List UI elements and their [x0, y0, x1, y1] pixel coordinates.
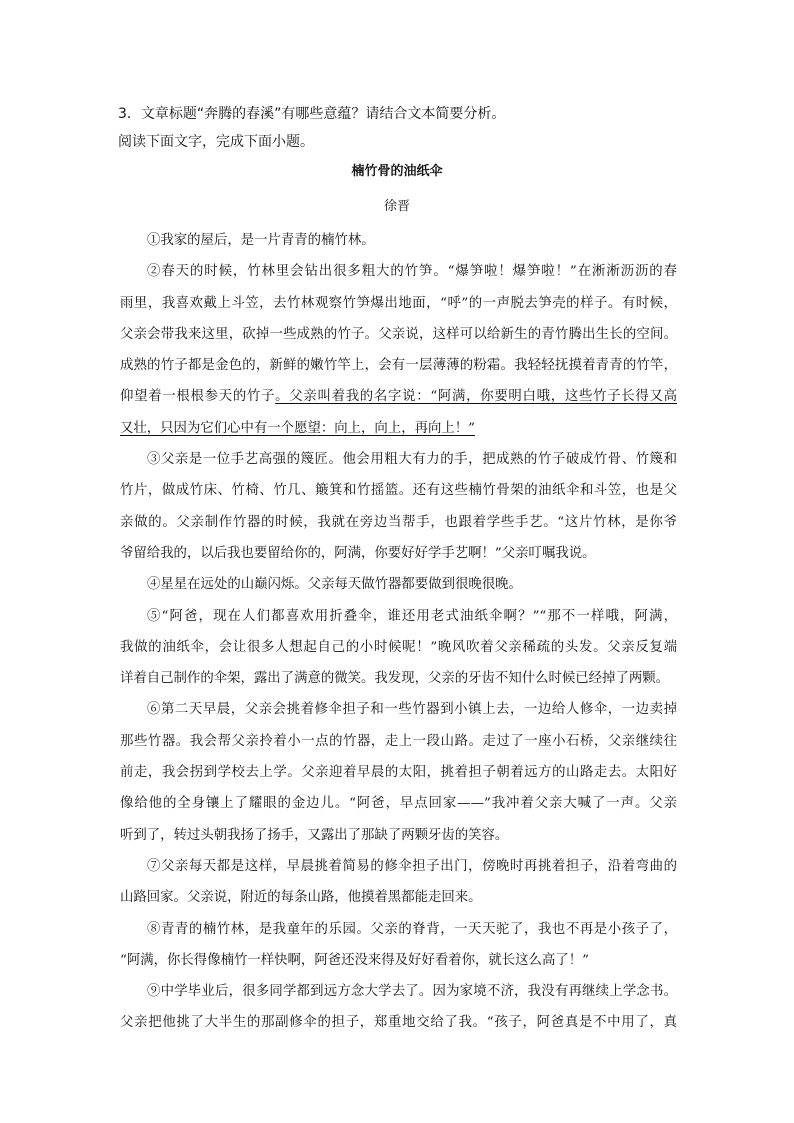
article-line: ④星星在远处的山巅闪烁。父亲每天做竹器都要做到很晚很晚。: [147, 577, 522, 593]
article-line: 仰望着一根根参天的竹子。父亲叫着我的名字说：“阿满，你要明白哦，这些竹子长得又高: [120, 389, 677, 405]
article-line: ⑧青青的楠竹林，是我童年的乐园。父亲的脊背，一天天驼了，我也不再是小孩子了，: [147, 921, 677, 937]
article-line: 那些竹器。我会帮父亲拎着小一点的竹器，走上一段山路。走过了一座小石桥，父亲继续往: [120, 733, 677, 749]
article-line: 父亲把他挑了大半生的那副修伞的担子，郑重地交给了我。“孩子，阿爸真是不中用了，真: [120, 1015, 677, 1031]
article-line: 像给他的全身镶上了耀眼的金边儿。“阿爸，早点回家——”我冲着父亲大喊了一声。父亲: [120, 796, 677, 812]
article-line: 父亲会带我来这里，砍掉一些成熟的竹子。父亲说，这样可以给新生的青竹腾出生长的空间。: [120, 326, 677, 342]
article-title: 楠竹骨的油纸伞: [351, 164, 443, 179]
article-line: 又壮，只因为它们心中有一个愿望：向上，向上，再向上！”: [120, 420, 475, 436]
article-line: 竹片，做成竹床、竹椅、竹几、簸箕和竹摇篮。还有这些楠竹骨架的油纸伞和斗笠，也是父: [120, 483, 677, 499]
article-line: ⑤“阿爸，现在人们都喜欢用折叠伞，谁还用老式油纸伞啊？”“那不一样哦，阿满，: [147, 608, 677, 624]
article-line: 爷留给我的，以后我也要留给你的，阿满，你要好好学手艺啊！”父亲叮嘱我说。: [120, 545, 596, 561]
article-line: 前走，我会拐到学校去上学。父亲迎着早晨的太阳，挑着担子朝着远方的山路走去。太阳好: [120, 765, 677, 781]
article-body: [120, 225, 677, 1039]
question-3: 3．文章标题“奔腾的春溪”有哪些意蕴？请结合文本简要分析。: [118, 106, 506, 122]
article-line: ③父亲是一位手艺高强的篾匠。他会用粗大有力的手，把成熟的竹子破成竹骨、竹篾和: [147, 452, 677, 468]
article-line: ②春天的时候，竹林里会钻出很多粗大的竹笋。“爆笋啦！爆笋啦！”在淅淅沥沥的春: [147, 264, 677, 280]
article-line: ⑥第二天早晨，父亲会挑着修伞担子和一些竹器到小镇上去，一边给人修伞，一边卖掉: [147, 702, 677, 718]
article-line: “阿满，你长得像楠竹一样快啊，阿爸还没来得及好好看着你，就长这么高了！”: [120, 952, 589, 968]
article-line: 听到了，转过头朝我扬了扬手，又露出了那缺了两颗牙齿的笑容。: [120, 827, 509, 843]
article-line: ⑦父亲每天都是这样，早晨挑着简易的修伞担子出门，傍晚时再挑着担子，沿着弯曲的: [147, 858, 677, 874]
article-line: 亲做的。父亲制作竹器的时候，我就在旁边当帮手，也跟着学些手艺。“这片竹林，是你爷: [120, 514, 677, 530]
article-line: 雨里，我喜欢戴上斗笠，去竹林观察竹笋爆出地面，“呼”的一声脱去笋壳的样子。有时候，: [120, 295, 677, 311]
article-line: ⑨中学毕业后，很多同学都到远方念大学去了。因为家境不济，我没有再继续上学念书。: [147, 984, 677, 1000]
article-line: ①我家的屋后，是一片青青的楠竹林。: [147, 233, 375, 248]
article-line: 我做的油纸伞，会让很多人想起自己的小时候呢！”晚风吹着父亲稀疏的头发。父亲反复端: [120, 639, 677, 655]
article-line: 山路回家。父亲说，附近的每条山路，他摸着黑都能走回来。: [120, 890, 482, 906]
article-line: 详着自己制作的伞架，露出了满意的微笑。我发现，父亲的牙齿不知什么时候已经掉了两颗。: [120, 671, 670, 687]
article-line: 成熟的竹子都是金色的，新鲜的嫩竹竿上，会有一层薄薄的粉霜。我轻轻抚摸着青青的竹竿，: [120, 358, 677, 374]
reading-instruction: 阅读下面文字，完成下面小题。: [118, 134, 314, 150]
article-author: 徐晋: [383, 199, 410, 214]
